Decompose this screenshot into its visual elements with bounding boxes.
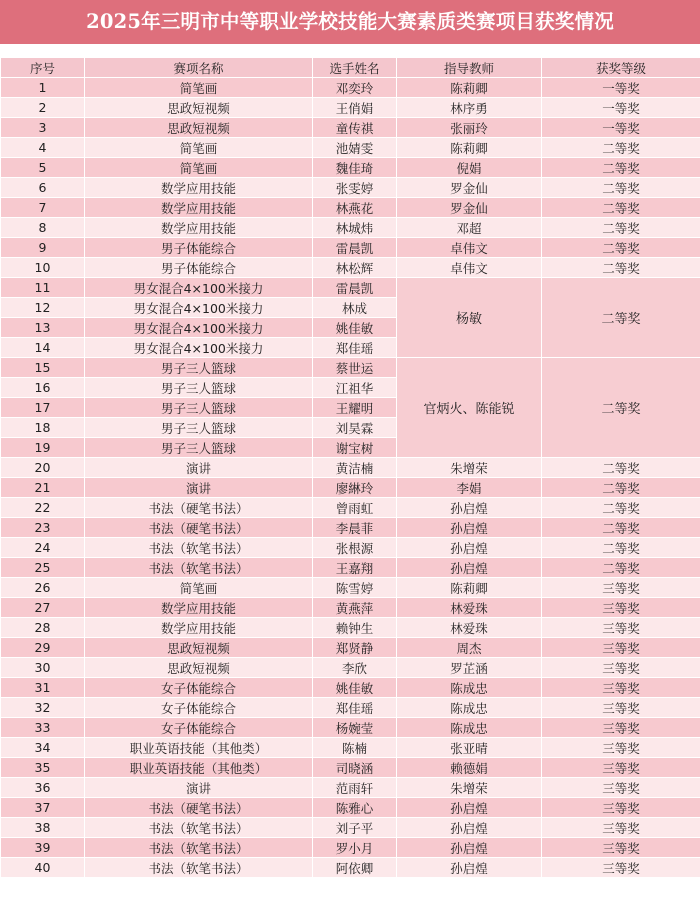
cell-event: 男子三人篮球 (85, 358, 313, 378)
cell-contestant: 张雯婷 (313, 178, 397, 198)
cell-contestant: 司晓涵 (313, 758, 397, 778)
cell-contestant: 黄洁楠 (313, 458, 397, 478)
cell-award: 二等奖 (542, 258, 700, 278)
cell-seq: 2 (1, 98, 85, 118)
table-header-row (1, 58, 700, 78)
cell-award: 三等奖 (542, 638, 700, 658)
cell-event: 思政短视频 (85, 658, 313, 678)
cell-contestant: 郑贤静 (313, 638, 397, 658)
cell-event: 思政短视频 (85, 98, 313, 118)
table-row (1, 778, 700, 798)
cell-seq: 29 (1, 638, 85, 658)
header-event: 赛项名称 (85, 58, 313, 78)
cell-award: 三等奖 (542, 658, 700, 678)
cell-award: 三等奖 (542, 738, 700, 758)
table-row (1, 758, 700, 778)
cell-contestant: 黄燕萍 (313, 598, 397, 618)
cell-teacher: 罗金仙 (397, 198, 542, 218)
cell-event: 男女混合4×100米接力 (85, 338, 313, 358)
cell-contestant: 江祖华 (313, 378, 397, 398)
cell-contestant: 林燕花 (313, 198, 397, 218)
cell-award: 二等奖 (542, 178, 700, 198)
cell-contestant: 林城炜 (313, 218, 397, 238)
cell-contestant: 蔡世运 (313, 358, 397, 378)
cell-teacher: 孙启煌 (397, 818, 542, 838)
cell-event: 书法（硬笔书法） (85, 498, 313, 518)
cell-event: 书法（硬笔书法） (85, 518, 313, 538)
cell-teacher: 孙启煌 (397, 518, 542, 538)
cell-teacher: 李娟 (397, 478, 542, 498)
cell-seq: 34 (1, 738, 85, 758)
cell-seq: 9 (1, 238, 85, 258)
awards-table (0, 57, 700, 878)
cell-seq: 35 (1, 758, 85, 778)
cell-teacher: 林爱珠 (397, 598, 542, 618)
cell-contestant: 曾雨虹 (313, 498, 397, 518)
cell-event: 男子三人篮球 (85, 438, 313, 458)
cell-contestant: 廖綝玲 (313, 478, 397, 498)
table-row (1, 178, 700, 198)
cell-event: 演讲 (85, 458, 313, 478)
cell-contestant: 谢宝树 (313, 438, 397, 458)
cell-award: 三等奖 (542, 698, 700, 718)
cell-contestant: 王耀明 (313, 398, 397, 418)
table-row (1, 118, 700, 138)
merged-award-cell: 二等奖 (542, 358, 700, 458)
cell-teacher: 陈成忠 (397, 678, 542, 698)
cell-event: 书法（硬笔书法） (85, 798, 313, 818)
cell-contestant: 陈雅心 (313, 798, 397, 818)
cell-event: 思政短视频 (85, 118, 313, 138)
cell-contestant: 童传祺 (313, 118, 397, 138)
cell-contestant: 池婧雯 (313, 138, 397, 158)
cell-seq: 24 (1, 538, 85, 558)
cell-award: 二等奖 (542, 498, 700, 518)
table-row (1, 158, 700, 178)
table-row (1, 598, 700, 618)
cell-teacher: 孙启煌 (397, 538, 542, 558)
cell-award: 二等奖 (542, 558, 700, 578)
cell-seq: 13 (1, 318, 85, 338)
cell-teacher: 陈成忠 (397, 718, 542, 738)
cell-seq: 38 (1, 818, 85, 838)
cell-seq: 37 (1, 798, 85, 818)
cell-teacher: 陈莉卿 (397, 78, 542, 98)
cell-seq: 27 (1, 598, 85, 618)
cell-event: 职业英语技能（其他类） (85, 738, 313, 758)
table-row (1, 478, 700, 498)
cell-seq: 31 (1, 678, 85, 698)
table-row (1, 278, 700, 298)
cell-seq: 19 (1, 438, 85, 458)
table-row (1, 138, 700, 158)
cell-award: 三等奖 (542, 578, 700, 598)
cell-teacher: 陈莉卿 (397, 138, 542, 158)
cell-event: 书法（软笔书法） (85, 858, 313, 878)
table-row (1, 558, 700, 578)
cell-teacher: 周杰 (397, 638, 542, 658)
cell-contestant: 雷晨凯 (313, 238, 397, 258)
cell-contestant: 姚佳敏 (313, 318, 397, 338)
cell-teacher: 罗金仙 (397, 178, 542, 198)
cell-contestant: 李晨菲 (313, 518, 397, 538)
cell-seq: 4 (1, 138, 85, 158)
cell-seq: 20 (1, 458, 85, 478)
cell-seq: 14 (1, 338, 85, 358)
cell-award: 三等奖 (542, 678, 700, 698)
cell-event: 男子三人篮球 (85, 378, 313, 398)
cell-award: 二等奖 (542, 138, 700, 158)
cell-contestant: 罗小月 (313, 838, 397, 858)
cell-seq: 5 (1, 158, 85, 178)
cell-award: 三等奖 (542, 838, 700, 858)
cell-event: 书法（软笔书法） (85, 838, 313, 858)
cell-contestant: 范雨轩 (313, 778, 397, 798)
table-body (1, 78, 700, 878)
cell-seq: 40 (1, 858, 85, 878)
header-contestant: 选手姓名 (313, 58, 397, 78)
cell-award: 二等奖 (542, 198, 700, 218)
table-row (1, 638, 700, 658)
cell-seq: 8 (1, 218, 85, 238)
cell-seq: 15 (1, 358, 85, 378)
cell-award: 一等奖 (542, 118, 700, 138)
cell-seq: 33 (1, 718, 85, 738)
cell-contestant: 林松辉 (313, 258, 397, 278)
cell-event: 职业英语技能（其他类） (85, 758, 313, 778)
cell-teacher: 卓伟文 (397, 258, 542, 278)
table-row (1, 458, 700, 478)
table-row (1, 658, 700, 678)
cell-contestant: 李欣 (313, 658, 397, 678)
cell-award: 三等奖 (542, 858, 700, 878)
cell-event: 男子体能综合 (85, 238, 313, 258)
table-row (1, 618, 700, 638)
cell-award: 三等奖 (542, 718, 700, 738)
cell-award: 二等奖 (542, 538, 700, 558)
cell-teacher: 朱增荣 (397, 458, 542, 478)
cell-event: 男女混合4×100米接力 (85, 278, 313, 298)
cell-event: 书法（软笔书法） (85, 538, 313, 558)
cell-teacher: 赖德娟 (397, 758, 542, 778)
cell-contestant: 姚佳敏 (313, 678, 397, 698)
cell-contestant: 雷晨凯 (313, 278, 397, 298)
cell-event: 思政短视频 (85, 638, 313, 658)
cell-event: 简笔画 (85, 78, 313, 98)
table-row (1, 218, 700, 238)
cell-teacher: 张丽玲 (397, 118, 542, 138)
header-seq: 序号 (1, 58, 85, 78)
cell-seq: 32 (1, 698, 85, 718)
cell-award: 三等奖 (542, 598, 700, 618)
cell-award: 二等奖 (542, 478, 700, 498)
cell-teacher: 卓伟文 (397, 238, 542, 258)
cell-teacher: 孙启煌 (397, 558, 542, 578)
cell-event: 数学应用技能 (85, 198, 313, 218)
table-row (1, 238, 700, 258)
cell-contestant: 王俏娟 (313, 98, 397, 118)
cell-seq: 12 (1, 298, 85, 318)
cell-award: 三等奖 (542, 798, 700, 818)
cell-teacher: 罗芷涵 (397, 658, 542, 678)
cell-event: 男子体能综合 (85, 258, 313, 278)
cell-award: 三等奖 (542, 758, 700, 778)
cell-teacher: 朱增荣 (397, 778, 542, 798)
cell-award: 三等奖 (542, 818, 700, 838)
cell-event: 简笔画 (85, 578, 313, 598)
cell-teacher: 孙启煌 (397, 838, 542, 858)
cell-event: 女子体能综合 (85, 678, 313, 698)
cell-contestant: 阿依卿 (313, 858, 397, 878)
cell-event: 男子三人篮球 (85, 398, 313, 418)
cell-teacher: 林序勇 (397, 98, 542, 118)
cell-teacher: 孙启煌 (397, 858, 542, 878)
cell-event: 演讲 (85, 478, 313, 498)
cell-seq: 16 (1, 378, 85, 398)
cell-seq: 11 (1, 278, 85, 298)
table-row (1, 538, 700, 558)
cell-contestant: 张根源 (313, 538, 397, 558)
table-row (1, 578, 700, 598)
cell-contestant: 赖钟生 (313, 618, 397, 638)
merged-award-cell: 二等奖 (542, 278, 700, 358)
cell-seq: 18 (1, 418, 85, 438)
cell-teacher: 邓超 (397, 218, 542, 238)
cell-seq: 3 (1, 118, 85, 138)
table-row (1, 798, 700, 818)
table-row (1, 258, 700, 278)
cell-event: 演讲 (85, 778, 313, 798)
cell-event: 女子体能综合 (85, 698, 313, 718)
cell-event: 男女混合4×100米接力 (85, 318, 313, 338)
cell-contestant: 魏佳琦 (313, 158, 397, 178)
table-row (1, 98, 700, 118)
table-row (1, 718, 700, 738)
cell-event: 数学应用技能 (85, 178, 313, 198)
cell-seq: 39 (1, 838, 85, 858)
cell-seq: 7 (1, 198, 85, 218)
table-row (1, 198, 700, 218)
cell-seq: 6 (1, 178, 85, 198)
cell-contestant: 林成 (313, 298, 397, 318)
cell-contestant: 陈雪婷 (313, 578, 397, 598)
cell-contestant: 杨婉莹 (313, 718, 397, 738)
cell-teacher: 倪娟 (397, 158, 542, 178)
table-row (1, 498, 700, 518)
cell-event: 书法（软笔书法） (85, 558, 313, 578)
table-row (1, 78, 700, 98)
cell-event: 数学应用技能 (85, 618, 313, 638)
cell-award: 二等奖 (542, 158, 700, 178)
cell-award: 二等奖 (542, 238, 700, 258)
table-row (1, 678, 700, 698)
cell-contestant: 陈楠 (313, 738, 397, 758)
table-row (1, 738, 700, 758)
cell-event: 女子体能综合 (85, 718, 313, 738)
cell-contestant: 刘昊霖 (313, 418, 397, 438)
table-row (1, 518, 700, 538)
cell-teacher: 陈莉卿 (397, 578, 542, 598)
header-teacher: 指导教师 (397, 58, 542, 78)
page-title: 2025年三明市中等职业学校技能大赛素质类赛项目获奖情况 (0, 0, 700, 44)
cell-seq: 25 (1, 558, 85, 578)
cell-event: 数学应用技能 (85, 598, 313, 618)
cell-award: 一等奖 (542, 78, 700, 98)
cell-event: 数学应用技能 (85, 218, 313, 238)
cell-teacher: 孙启煌 (397, 798, 542, 818)
cell-seq: 10 (1, 258, 85, 278)
cell-seq: 36 (1, 778, 85, 798)
cell-contestant: 刘子平 (313, 818, 397, 838)
cell-seq: 1 (1, 78, 85, 98)
cell-seq: 28 (1, 618, 85, 638)
cell-award: 三等奖 (542, 618, 700, 638)
cell-seq: 21 (1, 478, 85, 498)
cell-teacher: 张亚晴 (397, 738, 542, 758)
merged-teacher-cell: 官炳火、陈能锐 (397, 358, 542, 458)
cell-event: 男女混合4×100米接力 (85, 298, 313, 318)
cell-seq: 26 (1, 578, 85, 598)
cell-seq: 17 (1, 398, 85, 418)
cell-award: 三等奖 (542, 778, 700, 798)
cell-teacher: 陈成忠 (397, 698, 542, 718)
table-row (1, 838, 700, 858)
table-row (1, 858, 700, 878)
header-award: 获奖等级 (542, 58, 700, 78)
cell-teacher: 孙启煌 (397, 498, 542, 518)
cell-event: 书法（软笔书法） (85, 818, 313, 838)
cell-event: 简笔画 (85, 158, 313, 178)
cell-seq: 23 (1, 518, 85, 538)
cell-event: 简笔画 (85, 138, 313, 158)
table-row (1, 358, 700, 378)
cell-seq: 30 (1, 658, 85, 678)
cell-award: 一等奖 (542, 98, 700, 118)
cell-seq: 22 (1, 498, 85, 518)
cell-award: 二等奖 (542, 458, 700, 478)
table-row (1, 698, 700, 718)
cell-contestant: 郑佳瑶 (313, 698, 397, 718)
cell-contestant: 王嘉翔 (313, 558, 397, 578)
cell-contestant: 邓奕玲 (313, 78, 397, 98)
merged-teacher-cell: 杨敏 (397, 278, 542, 358)
cell-contestant: 郑佳瑶 (313, 338, 397, 358)
cell-event: 男子三人篮球 (85, 418, 313, 438)
table-row (1, 818, 700, 838)
cell-award: 二等奖 (542, 218, 700, 238)
cell-teacher: 林爱珠 (397, 618, 542, 638)
cell-award: 二等奖 (542, 518, 700, 538)
